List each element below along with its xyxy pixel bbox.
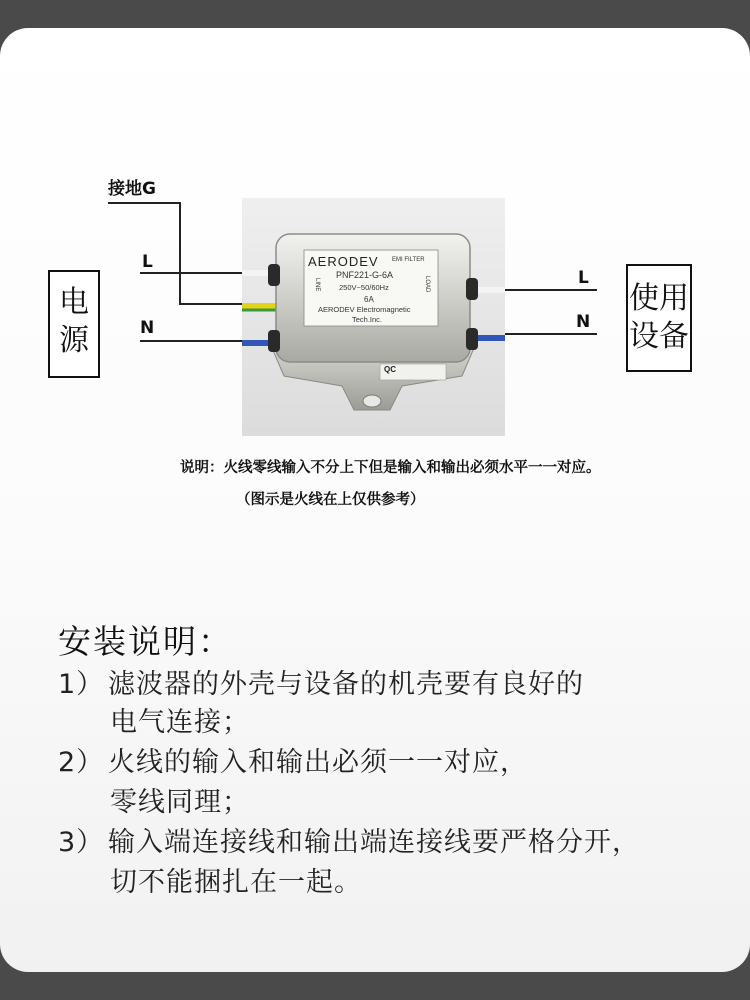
instruction-3: [58, 820, 640, 859]
instruction-1-continued: 电气连接；: [110, 707, 250, 738]
ground-wire-line: [108, 203, 244, 304]
instruction-2-number: 2）: [58, 747, 105, 778]
power-source-text: 电源: [59, 285, 89, 358]
filter-type: EMI FILTER: [392, 257, 425, 263]
filter-maker-line2: Tech.Inc.: [352, 315, 383, 324]
connector-left-bottom: [268, 330, 280, 352]
instruction-2-text: 火线的输入和输出必须一一对应，: [108, 747, 528, 778]
instruction-1-number: 1）: [58, 669, 105, 700]
output-l-label: L: [578, 268, 589, 288]
content-card: [0, 28, 750, 972]
connector-right-top: [466, 278, 478, 300]
input-n-label: N: [140, 318, 155, 338]
filter-photo: [242, 198, 505, 436]
instruction-3-text: 输入端连接线和输出端连接线要严格分开，: [108, 827, 640, 858]
device-box: [626, 264, 692, 372]
input-l-label: L: [142, 252, 153, 272]
device-text: 使用设备: [629, 281, 689, 354]
filter-rating: 250V~50/60Hz: [339, 283, 389, 292]
power-source-box: [48, 270, 100, 378]
ground-label: 接地G: [108, 179, 156, 199]
note-line-1: 说明：火线零线输入不分上下但是输入和输出必须水平一一对应。: [180, 460, 601, 476]
instruction-3-number: 3）: [58, 827, 105, 858]
qc-label: QC: [384, 365, 396, 374]
instruction-1: [58, 662, 584, 701]
filter-maker-line1: AERODEV Electromagnetic: [318, 305, 411, 314]
mount-hole: [363, 395, 381, 407]
connector-right-bottom: [466, 328, 478, 350]
instructions-title: 安装说明：: [58, 622, 233, 661]
filter-side-load: LOAD: [424, 276, 430, 293]
instruction-1-text: 滤波器的外壳与设备的机壳要有良好的: [108, 669, 584, 700]
filter-model: PNF221-G-6A: [336, 270, 394, 280]
note-line-2: （图示是火线在上仅供参考）: [236, 492, 425, 508]
output-n-label: N: [576, 312, 591, 332]
instruction-2: [58, 740, 528, 779]
instruction-2-continued: 零线同理；: [110, 787, 250, 818]
filter-current: 6A: [364, 295, 374, 304]
wiring-diagram: [0, 28, 750, 548]
filter-side-line: LINE: [314, 278, 320, 292]
filter-brand: AERODEV: [308, 254, 379, 269]
connector-left-top: [268, 264, 280, 286]
instruction-3-continued: 切不能捆扎在一起。: [110, 867, 362, 898]
